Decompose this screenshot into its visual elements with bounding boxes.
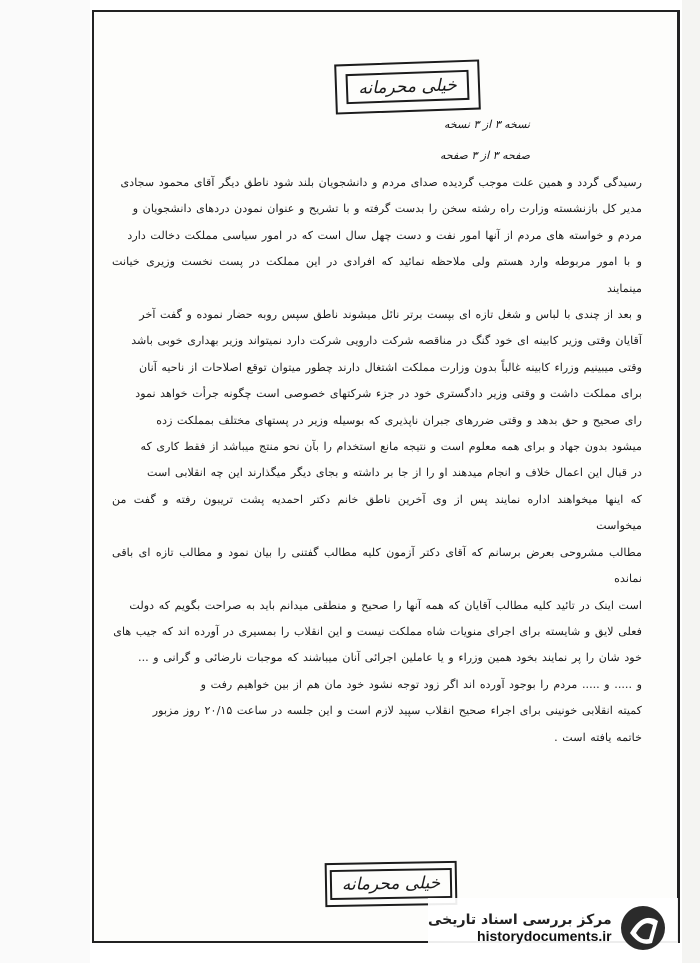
left-margin	[0, 0, 90, 963]
body-line: رای صحیح و حق بدهد و وقتی ضررهای جبران ناپذیری که بوسیله وزیر در پستهای مختلف بمملکت زده	[156, 413, 642, 427]
watermark-title: مرکز بررسی اسناد تاریخی	[428, 912, 612, 928]
archive-emblem-icon	[618, 903, 668, 953]
classification-label-bottom: خیلی محرمانه	[330, 868, 453, 900]
watermark-logo	[428, 898, 678, 958]
right-edge-strip	[682, 0, 700, 963]
body-line: وقتی میبینیم وزراء کابینه غالباً بدون وزارت مملکت اشتغال دارند چطور میتوان توقع اصلاحات از ناحیه آنان	[139, 360, 642, 374]
body-line: و بعد از چندی با لباس و شغل تازه ای بپست برتر نائل میشوند ناطق سپس روبه حضار نموده و گفت آخر	[139, 308, 642, 322]
body-line: و ..... و ..... مردم را بوجود آورده اند اگر زود توجه نشود خود مان هم از بین خواهیم رفت و	[200, 677, 642, 691]
watermark-url: historydocuments.ir	[477, 928, 612, 944]
document-body	[112, 170, 642, 751]
body-line: فعلی لایق و شایسته برای اجرای منویات شاه مملکت نیست و این انقلاب را بمسیری در آورده اند که جیب های	[113, 624, 642, 638]
body-line: آقایان وقتی وزیر کابینه ای خود گنگ در مناقصه شرکت دارویی شرکت دارد نمیتواند وزیر بهداری خوبی باشد	[131, 334, 642, 348]
page-number: صفحه ۳ از ۳ صفحه	[439, 149, 530, 162]
body-line: که اینها میخواهند اداره نمایند پس از وی آخرین ناطق خانم دکتر احمدیه پشت تریبون رفته و گفت من میخواست	[112, 492, 642, 533]
classification-label-top: خیلی محرمانه	[346, 70, 469, 104]
body-line: خود شان را پر نمایند بخود همین وزراء و یا عاملین اجرائی آنان میباشند که موجبات نارضائی و گرانی و ...	[138, 651, 642, 665]
body-line: برای مملکت داشت و وقتی وزیر دادگستری خود در جزء شرکتهای خصوصی است چگونه جرأت خواهد نمود	[135, 387, 642, 401]
body-line: میشود بدون جهاد و برای همه معلوم است و نتیجه مانع استخدام را بآن نحو منتج میباشد از فقط کاری که	[140, 440, 642, 454]
body-line: کمیته انقلابی خونینی برای اجراء صحیح انقلاب سپید لازم است و این جلسه در ساعت ۲۰/۱۵ روز مزبور	[152, 704, 642, 718]
body-line: مطالب مشروحی بعرض برسانم که آقای دکتر آزمون کلیه مطالب گفتنی را بیان نمود و مطالب تازه ای باقی نمانده	[112, 545, 642, 586]
classification-stamp-top	[334, 59, 481, 114]
body-line: مدیر کل بازنشسته وزارت راه رشته سخن را بدست گرفته و با تشریح و عنوان نمودن دردهای دانشجویان و	[132, 202, 642, 216]
watermark-text	[428, 912, 612, 944]
body-line: و با امور مربوطه وارد هستم ولی ملاحظه نمائید که افرادی در این مملکت در پست نخست وزیری خیانت مینمایند	[112, 255, 642, 295]
body-line: رسیدگی گردد و همین علت موجب گردیده صدای مردم و دانشجویان بلند شود ناطق دیگر آقای محمود سجادی	[120, 176, 642, 189]
body-line: مردم و خواسته های مردم از آنها امور نفت و دست چهل سال است که در امور سیاسی مملکت دخالت دارد	[127, 228, 642, 242]
body-line: خاتمه یافته است .	[554, 730, 642, 744]
copy-number: نسخه ۳ از ۳ نسخه	[444, 118, 530, 131]
body-line: در قبال این اعمال خلاف و انجام میدهند او را از جا بر داشته و بجای دیگر میگذارند این چه انقلابی است	[147, 466, 642, 480]
body-line: است اینک در تائید کلیه مطالب آقایان که همه آنها را صحیح و منطقی میدانم باید به صراحت بگویم که دولت	[129, 598, 642, 612]
